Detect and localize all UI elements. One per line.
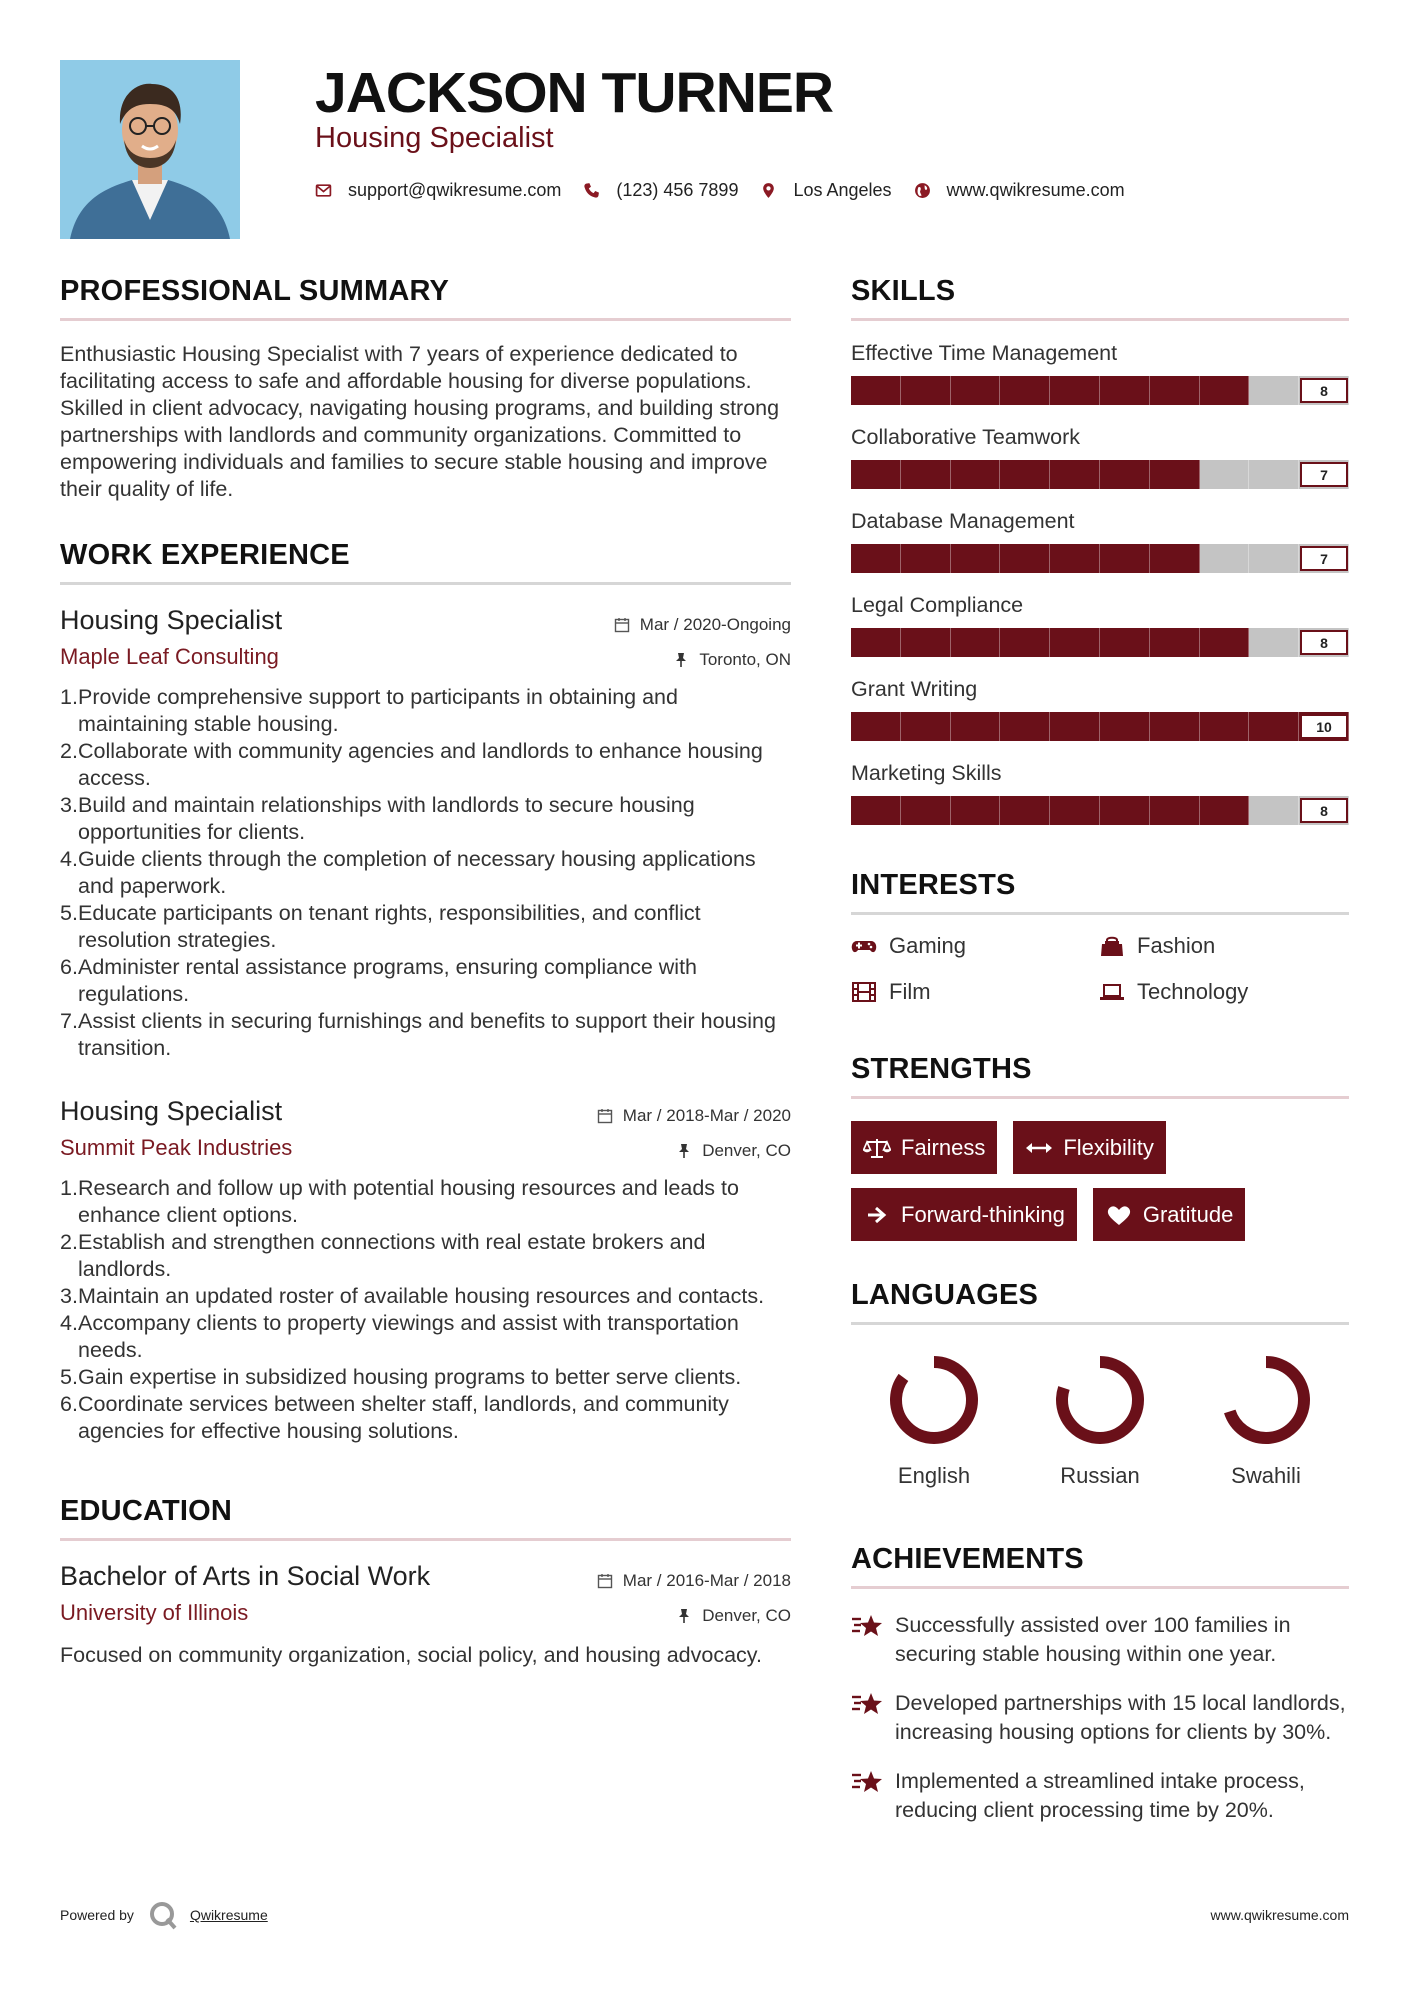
list-number: 3. — [60, 1284, 78, 1308]
skill-bar-segment — [951, 376, 1001, 405]
skill-bar-segment — [1249, 376, 1299, 405]
summary-text: Enthusiastic Housing Specialist with 7 years of experience dedicated to facilitating access to safe and affordable housing for diverse populations. Skilled in client advocacy, navigating housing programs, and building strong partnerships with landlords and community organizations. Committed to empowering individuals and families to secure stable housing and improve their quality of life. — [60, 342, 780, 501]
language-item — [1017, 1351, 1183, 1489]
job-responsibilities — [60, 684, 791, 1062]
qwikresume-logo-icon — [148, 1900, 178, 1930]
arrow-right-icon — [863, 1204, 891, 1226]
heart-icon — [1105, 1204, 1133, 1226]
achievement-text: Developed partnerships with 15 local landlords, increasing housing options for clients by 30%. — [895, 1691, 1346, 1744]
skill-bar-segment — [1150, 544, 1200, 573]
interests-list — [851, 933, 1349, 1005]
contact-location — [760, 180, 891, 201]
calendar-icon — [597, 1108, 613, 1124]
list-number: 1. — [60, 685, 78, 709]
list-item — [60, 1008, 791, 1062]
list-text: Provide comprehensive support to participants in obtaining and maintaining stable housing. — [78, 685, 678, 736]
right-column — [851, 275, 1349, 1825]
strength-label: Fairness — [901, 1134, 986, 1160]
pushpin-icon — [673, 652, 689, 668]
skill-bar-segment — [851, 460, 901, 489]
interest-label: Fashion — [1137, 933, 1216, 958]
list-number: 6. — [60, 1392, 78, 1416]
achievement-item — [851, 1689, 1349, 1747]
list-number: 3. — [60, 793, 78, 817]
skill-rating: 8 — [1300, 798, 1348, 823]
skill-bar-segment — [901, 628, 951, 657]
summary-heading: PROFESSIONAL SUMMARY — [60, 275, 791, 321]
email-text: support@qwikresume.com — [348, 180, 562, 200]
arrows-horizontal-icon — [1025, 1137, 1053, 1159]
language-name: English — [897, 1463, 971, 1488]
achievement-item — [851, 1611, 1349, 1669]
job-location-text: Toronto, ON — [699, 650, 791, 669]
languages-list — [851, 1351, 1349, 1489]
skill-bar-segment — [951, 796, 1001, 825]
skill-bar-segment — [951, 628, 1001, 657]
skill-name: Marketing Skills — [851, 761, 1002, 785]
list-number: 1. — [60, 1176, 78, 1200]
star-trophy-icon — [851, 1768, 883, 1798]
education-location-text: Denver, CO — [702, 1606, 791, 1625]
language-level-arc — [896, 1362, 972, 1438]
achievement-text: Implemented a streamlined intake process, reducing client processing time by 20%. — [895, 1769, 1305, 1822]
skill-item — [851, 677, 1349, 741]
skill-bar-segment — [1249, 628, 1299, 657]
education-date — [597, 1571, 791, 1591]
language-level-arc — [1062, 1362, 1138, 1438]
skill-bar — [851, 544, 1349, 573]
skill-bar-segment — [951, 460, 1001, 489]
job-title: Housing Specialist — [60, 605, 283, 635]
skill-bar-segment — [1249, 544, 1299, 573]
list-text: Build and maintain relationships with landlords to secure housing opportunities for clients. — [78, 793, 695, 844]
strength-tag — [851, 1188, 1077, 1241]
pushpin-icon — [676, 1608, 692, 1624]
education-entry — [60, 1561, 791, 1669]
left-column — [60, 275, 791, 1669]
skill-name: Effective Time Management — [851, 341, 1118, 365]
contact-row — [315, 180, 1147, 201]
skill-bar-segment — [1200, 628, 1250, 657]
skill-bar-segment — [1050, 796, 1100, 825]
skill-bar — [851, 376, 1349, 405]
list-text: Coordinate services between shelter staff, landlords, and community agencies for effective housing solutions. — [78, 1392, 729, 1443]
skill-bar-segment — [1200, 796, 1250, 825]
list-item — [60, 846, 791, 900]
strength-tag — [1093, 1188, 1246, 1241]
footer-website[interactable]: www.qwikresume.com — [1210, 1907, 1349, 1923]
list-text: Accompany clients to property viewings and assist with transportation needs. — [78, 1311, 739, 1362]
language-item — [851, 1351, 1017, 1489]
interest-label: Film — [889, 979, 931, 1004]
strength-tag — [851, 1121, 997, 1174]
achievements-heading: ACHIEVEMENTS — [851, 1543, 1349, 1589]
skill-bar-segment — [1100, 628, 1150, 657]
candidate-name: JACKSON TURNER — [315, 61, 834, 125]
job-location-text: Denver, CO — [702, 1141, 791, 1160]
skill-item — [851, 341, 1349, 405]
job-responsibilities — [60, 1175, 791, 1445]
skill-rating: 10 — [1300, 714, 1348, 739]
list-item — [60, 1364, 791, 1391]
list-item — [60, 1391, 791, 1445]
list-number: 2. — [60, 1230, 78, 1254]
skill-bar-segment — [1249, 712, 1299, 741]
skill-bar-segment — [1150, 628, 1200, 657]
skill-bar-segment — [901, 712, 951, 741]
interests-heading: INTERESTS — [851, 869, 1349, 915]
list-item — [60, 738, 791, 792]
skill-bar-segment — [851, 712, 901, 741]
list-item — [60, 1310, 791, 1364]
interest-item — [1099, 979, 1347, 1005]
phone-icon — [583, 182, 600, 199]
skill-bar-segment — [1000, 376, 1050, 405]
list-number: 4. — [60, 1311, 78, 1335]
language-name: Swahili — [1231, 1463, 1301, 1488]
job-entry — [60, 1096, 791, 1445]
list-item — [60, 684, 791, 738]
skills-list — [851, 341, 1349, 825]
skill-bar-segment — [851, 376, 901, 405]
gamepad-icon — [851, 935, 877, 957]
pushpin-icon — [676, 1143, 692, 1159]
job-company: Maple Leaf Consulting — [60, 644, 279, 669]
list-item — [60, 1229, 791, 1283]
skill-bar-segment — [1050, 460, 1100, 489]
skill-bar-segment — [1200, 460, 1250, 489]
calendar-icon — [614, 617, 630, 633]
location-text: Los Angeles — [793, 180, 892, 200]
list-text: Maintain an updated roster of available housing resources and contacts. — [78, 1284, 765, 1308]
strength-label: Gratitude — [1142, 1201, 1234, 1227]
achievements-list — [851, 1611, 1349, 1825]
skill-rating: 7 — [1300, 546, 1348, 571]
list-item — [60, 1283, 791, 1310]
skill-bar-segment — [901, 376, 951, 405]
list-text: Collaborate with community agencies and landlords to enhance housing access. — [78, 739, 763, 790]
candidate-role: Housing Specialist — [315, 122, 554, 154]
education-description: Focused on community organization, social policy, and housing advocacy. — [60, 1643, 762, 1667]
skill-bar-segment — [851, 796, 901, 825]
list-item — [60, 900, 791, 954]
skill-bar-segment — [1150, 460, 1200, 489]
footer-powered-by — [60, 1900, 268, 1930]
skill-bar-segment — [1000, 712, 1050, 741]
interest-item — [851, 933, 1099, 959]
skill-item — [851, 761, 1349, 825]
job-location — [673, 650, 791, 670]
list-number: 6. — [60, 955, 78, 979]
job-date-text: Mar / 2020-Ongoing — [639, 615, 791, 634]
star-trophy-icon — [851, 1612, 883, 1642]
website-text: www.qwikresume.com — [946, 180, 1125, 200]
skill-bar-segment — [1050, 376, 1100, 405]
globe-icon — [914, 182, 931, 199]
skill-bar-segment — [1050, 712, 1100, 741]
language-name: Russian — [1060, 1463, 1140, 1488]
skill-bar-segment — [1150, 376, 1200, 405]
strengths-heading: STRENGTHS — [851, 1053, 1349, 1099]
skill-bar-segment — [1000, 796, 1050, 825]
skill-bar — [851, 796, 1349, 825]
education-school: University of Illinois — [60, 1600, 249, 1625]
job-location — [676, 1141, 791, 1161]
skill-name: Database Management — [851, 509, 1075, 533]
list-number: 7. — [60, 1009, 78, 1033]
skill-bar-segment — [1100, 712, 1150, 741]
skill-item — [851, 425, 1349, 489]
list-number: 4. — [60, 847, 78, 871]
skill-rating: 8 — [1300, 630, 1348, 655]
shopping-bag-icon — [1099, 935, 1125, 957]
languages-heading: LANGUAGES — [851, 1279, 1349, 1325]
skill-item — [851, 509, 1349, 573]
skill-rating: 8 — [1300, 378, 1348, 403]
skill-bar-segment — [1000, 628, 1050, 657]
laptop-icon — [1099, 981, 1125, 1003]
skill-bar-segment — [1100, 544, 1150, 573]
skill-bar-segment — [951, 544, 1001, 573]
skill-bar-segment — [851, 628, 901, 657]
skill-bar-segment — [1150, 712, 1200, 741]
profile-photo — [60, 60, 240, 239]
interest-item — [1099, 933, 1347, 959]
contact-website[interactable] — [914, 180, 1125, 201]
skill-rating: 7 — [1300, 462, 1348, 487]
strength-tag — [1013, 1121, 1165, 1174]
skill-item — [851, 593, 1349, 657]
list-text: Assist clients in securing furnishings and benefits to support their housing transition. — [78, 1009, 776, 1060]
interest-item — [851, 979, 1099, 1005]
film-icon — [851, 981, 877, 1003]
list-item — [60, 954, 791, 1008]
envelope-icon — [315, 182, 332, 199]
list-item — [60, 792, 791, 846]
education-date-text: Mar / 2016-Mar / 2018 — [622, 1571, 791, 1590]
star-trophy-icon — [851, 1690, 883, 1720]
list-item — [60, 1175, 791, 1229]
calendar-icon — [597, 1573, 613, 1589]
interest-label: Gaming — [889, 933, 967, 958]
skill-bar — [851, 460, 1349, 489]
experience-heading: WORK EXPERIENCE — [60, 539, 791, 585]
list-text: Gain expertise in subsidized housing programs to better serve clients. — [78, 1365, 742, 1389]
achievement-text: Successfully assisted over 100 families in securing stable housing within one year. — [895, 1613, 1291, 1666]
job-date-text: Mar / 2018-Mar / 2020 — [622, 1106, 791, 1125]
job-date — [597, 1106, 791, 1126]
list-text: Research and follow up with potential housing resources and leads to enhance client options. — [78, 1176, 739, 1227]
job-entry — [60, 605, 791, 1062]
list-text: Educate participants on tenant rights, responsibilities, and conflict resolution strategies. — [78, 901, 701, 952]
list-text: Establish and strengthen connections with real estate brokers and landlords. — [78, 1230, 706, 1281]
skill-bar-segment — [901, 544, 951, 573]
language-item — [1183, 1351, 1349, 1489]
language-level-ring — [1217, 1351, 1315, 1449]
skill-bar — [851, 628, 1349, 657]
contact-phone[interactable] — [583, 180, 738, 201]
language-level-ring — [885, 1351, 983, 1449]
list-text: Guide clients through the completion of necessary housing applications and paperwork. — [78, 847, 756, 898]
list-number: 5. — [60, 901, 78, 925]
skill-name: Legal Compliance — [851, 593, 1024, 617]
skill-bar-segment — [1100, 796, 1150, 825]
skill-bar-segment — [1249, 796, 1299, 825]
skill-bar-segment — [1100, 460, 1150, 489]
strength-label: Forward-thinking — [901, 1201, 1065, 1227]
phone-text: (123) 456 7899 — [616, 180, 739, 200]
powered-by-text: Powered by — [60, 1907, 134, 1923]
skill-bar-segment — [1249, 460, 1299, 489]
list-number: 5. — [60, 1365, 78, 1389]
map-pin-icon — [760, 182, 777, 199]
language-level-arc — [1228, 1362, 1304, 1438]
interest-label: Technology — [1137, 979, 1249, 1004]
language-level-ring — [1051, 1351, 1149, 1449]
skill-bar-segment — [1100, 376, 1150, 405]
skill-bar-segment — [1050, 628, 1100, 657]
resume-header — [60, 60, 1350, 240]
jobs-list — [60, 605, 791, 1445]
skill-bar-segment — [1200, 376, 1250, 405]
education-location — [676, 1606, 791, 1626]
education-heading: EDUCATION — [60, 1495, 791, 1541]
skills-heading: SKILLS — [851, 275, 1349, 321]
education-degree: Bachelor of Arts in Social Work — [60, 1561, 431, 1591]
skill-bar-segment — [851, 544, 901, 573]
job-title: Housing Specialist — [60, 1096, 283, 1126]
skill-bar-segment — [901, 796, 951, 825]
skill-name: Grant Writing — [851, 677, 978, 701]
skill-bar-segment — [901, 460, 951, 489]
list-text: Administer rental assistance programs, ensuring compliance with regulations. — [78, 955, 697, 1006]
skill-bar-segment — [1150, 796, 1200, 825]
strength-label: Flexibility — [1063, 1134, 1154, 1160]
contact-email[interactable] — [315, 180, 561, 201]
balance-scale-icon — [863, 1137, 891, 1159]
skill-bar-segment — [1200, 544, 1250, 573]
strengths-list — [851, 1121, 1349, 1241]
list-number: 2. — [60, 739, 78, 763]
job-date — [614, 615, 791, 635]
skill-bar-segment — [1200, 712, 1250, 741]
skill-bar-segment — [1050, 544, 1100, 573]
skill-bar-segment — [1000, 460, 1050, 489]
brand-link[interactable]: Qwikresume — [189, 1907, 268, 1923]
achievement-item — [851, 1767, 1349, 1825]
skill-bar-segment — [1000, 544, 1050, 573]
skill-bar-segment — [951, 712, 1001, 741]
skill-name: Collaborative Teamwork — [851, 425, 1081, 449]
skill-bar — [851, 712, 1349, 741]
job-company: Summit Peak Industries — [60, 1135, 293, 1160]
